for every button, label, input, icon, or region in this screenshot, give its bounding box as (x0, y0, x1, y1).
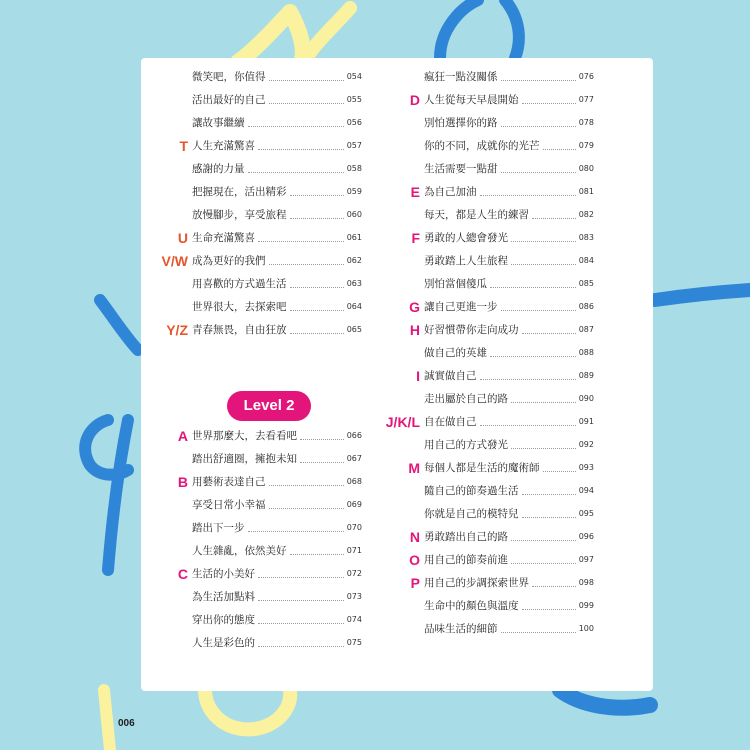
toc-entry[interactable] (424, 274, 594, 294)
entry-page-number: 054 (346, 72, 362, 81)
dot-leader (490, 356, 576, 357)
dot-leader (511, 448, 576, 449)
dot-leader (290, 554, 344, 555)
entry-title: 別怕選擇你的路 (424, 117, 498, 129)
toc-entry[interactable] (424, 251, 594, 271)
dot-leader (290, 287, 344, 288)
entry-page-number: 077 (578, 95, 594, 104)
dot-leader (511, 563, 576, 564)
entry-title: 人生從每天早晨開始 (424, 94, 519, 106)
dot-leader (248, 531, 344, 532)
section-letter: T (179, 138, 188, 154)
toc-entry[interactable] (192, 610, 362, 630)
dot-leader (269, 103, 344, 104)
entry-page-number: 062 (346, 256, 362, 265)
entry-page-number: 093 (578, 463, 594, 472)
section-letter: B (177, 474, 188, 490)
toc-entry[interactable] (192, 495, 362, 515)
entry-page-number: 071 (346, 546, 362, 555)
entry-title: 人生雜亂，依然美好 (192, 545, 287, 557)
deco-blue-stroke-bottom-right (560, 690, 650, 708)
deco-blue-stroke-right (655, 290, 750, 300)
entry-title: 勇敢的人總會發光 (424, 232, 508, 244)
entry-title: 世界很大，去探索吧 (192, 301, 287, 313)
toc-entry[interactable] (192, 159, 362, 179)
section-letter: D (409, 92, 420, 108)
toc-entry[interactable] (424, 136, 594, 156)
section-letter: J/K/L (385, 414, 420, 430)
entry-title: 每個人都是生活的魔術師 (424, 462, 540, 474)
toc-entry[interactable] (192, 90, 362, 110)
section-letter: H (409, 322, 420, 338)
toc-entry[interactable] (192, 587, 362, 607)
entry-title: 自在做自己 (424, 416, 477, 428)
entry-page-number: 091 (578, 417, 594, 426)
entry-title: 生活的小美好 (192, 568, 255, 580)
entry-page-number: 069 (346, 500, 362, 509)
entry-title: 走出屬於自己的路 (424, 393, 508, 405)
toc-entry[interactable] (192, 228, 362, 248)
entry-title: 讓自己更進一步 (424, 301, 498, 313)
entry-page-number: 055 (346, 95, 362, 104)
entry-page-number: 095 (578, 509, 594, 518)
dot-leader (480, 379, 576, 380)
entry-title: 感謝的力量 (192, 163, 245, 175)
section-letter: E (410, 184, 420, 200)
dot-leader (501, 310, 576, 311)
page-number: 006 (118, 718, 135, 729)
toc-entry[interactable] (424, 366, 594, 386)
entry-page-number: 074 (346, 615, 362, 624)
dot-leader (248, 126, 344, 127)
toc-entry[interactable] (424, 159, 594, 179)
entry-title: 微笑吧，你值得 (192, 71, 266, 83)
entry-title: 為生活加點料 (192, 591, 255, 603)
entry-title: 勇敢踏出自己的路 (424, 531, 508, 543)
toc-entry[interactable] (424, 596, 594, 616)
dot-leader (258, 646, 344, 647)
entry-page-number: 083 (578, 233, 594, 242)
entry-page-number: 064 (346, 302, 362, 311)
entry-title: 用藝術表達自己 (192, 476, 266, 488)
entry-page-number: 096 (578, 532, 594, 541)
dot-leader (480, 425, 576, 426)
toc-entry[interactable] (424, 481, 594, 501)
entry-page-number: 084 (578, 256, 594, 265)
entry-page-number: 072 (346, 569, 362, 578)
toc-entry[interactable] (192, 633, 362, 653)
toc-entry[interactable] (192, 541, 362, 561)
dot-leader (543, 471, 576, 472)
dot-leader (511, 540, 576, 541)
entry-page-number: 061 (346, 233, 362, 242)
dot-leader (501, 80, 576, 81)
toc-entry[interactable] (424, 320, 594, 340)
toc-entry[interactable] (192, 518, 362, 538)
entry-title: 品味生活的細節 (424, 623, 498, 635)
entry-title: 你就是自己的模特兒 (424, 508, 519, 520)
entry-title: 做自己的英雄 (424, 347, 487, 359)
section-letter: A (177, 428, 188, 444)
toc-entry[interactable] (424, 90, 594, 110)
dot-leader (522, 103, 576, 104)
entry-title: 生命中的顏色與溫度 (424, 600, 519, 612)
toc-entry[interactable] (192, 67, 362, 87)
dot-leader (522, 494, 576, 495)
section-letter: C (177, 566, 188, 582)
dot-leader (269, 485, 344, 486)
entry-title: 把握現在，活出精彩 (192, 186, 287, 198)
entry-title: 誠實做自己 (424, 370, 477, 382)
entry-title: 人生是彩色的 (192, 637, 255, 649)
entry-page-number: 059 (346, 187, 362, 196)
toc-entry[interactable] (424, 228, 594, 248)
toc-entry[interactable] (424, 573, 594, 593)
entry-page-number: 099 (578, 601, 594, 610)
entry-page-number: 094 (578, 486, 594, 495)
deco-yellow-stroke-top (238, 12, 303, 62)
dot-leader (258, 623, 344, 624)
entry-page-number: 087 (578, 325, 594, 334)
entry-title: 為自己加油 (424, 186, 477, 198)
entry-title: 世界那麼大，去看看吧 (192, 430, 297, 442)
entry-page-number: 098 (578, 578, 594, 587)
section-letter: O (409, 552, 420, 568)
entry-title: 你的不同，成就你的光芒 (424, 140, 540, 152)
section-letter: U (177, 230, 188, 246)
dot-leader (490, 287, 576, 288)
dot-leader (258, 600, 344, 601)
section-letter: I (416, 368, 420, 384)
entry-title: 每天，都是人生的練習 (424, 209, 529, 221)
toc-entry[interactable] (424, 412, 594, 432)
deco-yellow-stroke-left-bottom (104, 690, 110, 750)
dot-leader (501, 632, 576, 633)
entry-page-number: 085 (578, 279, 594, 288)
toc-entry[interactable] (192, 564, 362, 584)
entry-page-number: 088 (578, 348, 594, 357)
toc-entry[interactable] (192, 251, 362, 271)
dot-leader (290, 218, 344, 219)
deco-yellow-stroke-right (306, 8, 350, 58)
entry-page-number: 079 (578, 141, 594, 150)
entry-title: 人生充滿驚喜 (192, 140, 255, 152)
toc-entry[interactable] (192, 205, 362, 225)
deco-blue-q-top (440, 0, 519, 58)
toc-entry[interactable] (424, 527, 594, 547)
dot-leader (258, 577, 344, 578)
entry-page-number: 097 (578, 555, 594, 564)
entry-title: 生命充滿驚喜 (192, 232, 255, 244)
dot-leader (522, 609, 576, 610)
entry-title: 好習慣帶你走向成功 (424, 324, 519, 336)
entry-title: 讓故事繼續 (192, 117, 245, 129)
toc-entry[interactable] (424, 297, 594, 317)
entry-page-number: 073 (346, 592, 362, 601)
entry-title: 成為更好的我們 (192, 255, 266, 267)
level-badge: Level 2 (227, 391, 311, 421)
dot-leader (290, 195, 344, 196)
entry-page-number: 089 (578, 371, 594, 380)
entry-title: 青春無畏，自由狂放 (192, 324, 287, 336)
toc-entry[interactable] (424, 182, 594, 202)
toc-entry[interactable] (192, 297, 362, 317)
entry-page-number: 065 (346, 325, 362, 334)
entry-title: 勇敢踏上人生旅程 (424, 255, 508, 267)
dot-leader (501, 126, 576, 127)
dot-leader (532, 586, 576, 587)
toc-entry[interactable] (424, 550, 594, 570)
entry-title: 用自己的步調探索世界 (424, 577, 529, 589)
entry-title: 生活需要一點甜 (424, 163, 498, 175)
dot-leader (511, 264, 576, 265)
entry-page-number: 060 (346, 210, 362, 219)
dot-leader (501, 172, 576, 173)
section-letter: Y/Z (166, 322, 188, 338)
section-letter: F (411, 230, 420, 246)
dot-leader (258, 149, 344, 150)
entry-page-number: 090 (578, 394, 594, 403)
entry-title: 放慢腳步，享受旅程 (192, 209, 287, 221)
entry-title: 用自己的方式發光 (424, 439, 508, 451)
dot-leader (480, 195, 576, 196)
toc-entry[interactable] (424, 504, 594, 524)
entry-title: 享受日常小幸福 (192, 499, 266, 511)
toc-entry[interactable] (192, 113, 362, 133)
toc-entry[interactable] (424, 343, 594, 363)
dot-leader (511, 402, 576, 403)
dot-leader (248, 172, 344, 173)
entry-title: 用自己的節奏前進 (424, 554, 508, 566)
entry-title: 瘋狂一點沒關係 (424, 71, 498, 83)
dot-leader (532, 218, 576, 219)
entry-page-number: 058 (346, 164, 362, 173)
toc-entry[interactable] (424, 67, 594, 87)
entry-title: 踏出舒適圈，擁抱未知 (192, 453, 297, 465)
dot-leader (522, 517, 576, 518)
entry-page-number: 086 (578, 302, 594, 311)
entry-page-number: 057 (346, 141, 362, 150)
entry-title: 用喜歡的方式過生活 (192, 278, 287, 290)
toc-entry[interactable] (424, 113, 594, 133)
toc-entry[interactable] (424, 435, 594, 455)
toc-entry[interactable] (424, 205, 594, 225)
entry-title: 活出最好的自己 (192, 94, 266, 106)
toc-entry[interactable] (192, 426, 362, 446)
deco-blue-r-left (85, 420, 128, 570)
dot-leader (300, 439, 344, 440)
section-letter: N (409, 529, 420, 545)
dot-leader (522, 333, 576, 334)
toc-entry[interactable] (192, 320, 362, 340)
toc-entry[interactable] (192, 136, 362, 156)
entry-page-number: 056 (346, 118, 362, 127)
toc-entry[interactable] (424, 389, 594, 409)
toc-entry[interactable] (192, 449, 362, 469)
dot-leader (269, 508, 344, 509)
toc-entry[interactable] (192, 182, 362, 202)
deco-yellow-curve-bottom (205, 690, 290, 729)
entry-page-number: 081 (578, 187, 594, 196)
entry-page-number: 066 (346, 431, 362, 440)
entry-page-number: 075 (346, 638, 362, 647)
entry-page-number: 070 (346, 523, 362, 532)
entry-title: 穿出你的態度 (192, 614, 255, 626)
entry-page-number: 100 (578, 624, 594, 633)
dot-leader (543, 149, 576, 150)
toc-entry[interactable] (192, 472, 362, 492)
deco-blue-stroke-left-upper (100, 300, 138, 350)
dot-leader (290, 310, 344, 311)
dot-leader (258, 241, 344, 242)
entry-page-number: 067 (346, 454, 362, 463)
entry-page-number: 082 (578, 210, 594, 219)
entry-page-number: 080 (578, 164, 594, 173)
section-letter: M (408, 460, 420, 476)
dot-leader (511, 241, 576, 242)
dot-leader (300, 462, 344, 463)
entry-page-number: 076 (578, 72, 594, 81)
section-letter: V/W (161, 253, 188, 269)
entry-title: 踏出下一步 (192, 522, 245, 534)
entry-page-number: 063 (346, 279, 362, 288)
toc-entry[interactable] (424, 619, 594, 639)
entry-page-number: 078 (578, 118, 594, 127)
toc-entry[interactable] (192, 274, 362, 294)
entry-title: 別怕當個傻瓜 (424, 278, 487, 290)
dot-leader (269, 80, 344, 81)
section-letter: P (410, 575, 420, 591)
entry-title: 隨自己的節奏過生活 (424, 485, 519, 497)
entry-page-number: 068 (346, 477, 362, 486)
toc-entry[interactable] (424, 458, 594, 478)
entry-page-number: 092 (578, 440, 594, 449)
dot-leader (269, 264, 344, 265)
dot-leader (290, 333, 344, 334)
section-letter: G (409, 299, 420, 315)
